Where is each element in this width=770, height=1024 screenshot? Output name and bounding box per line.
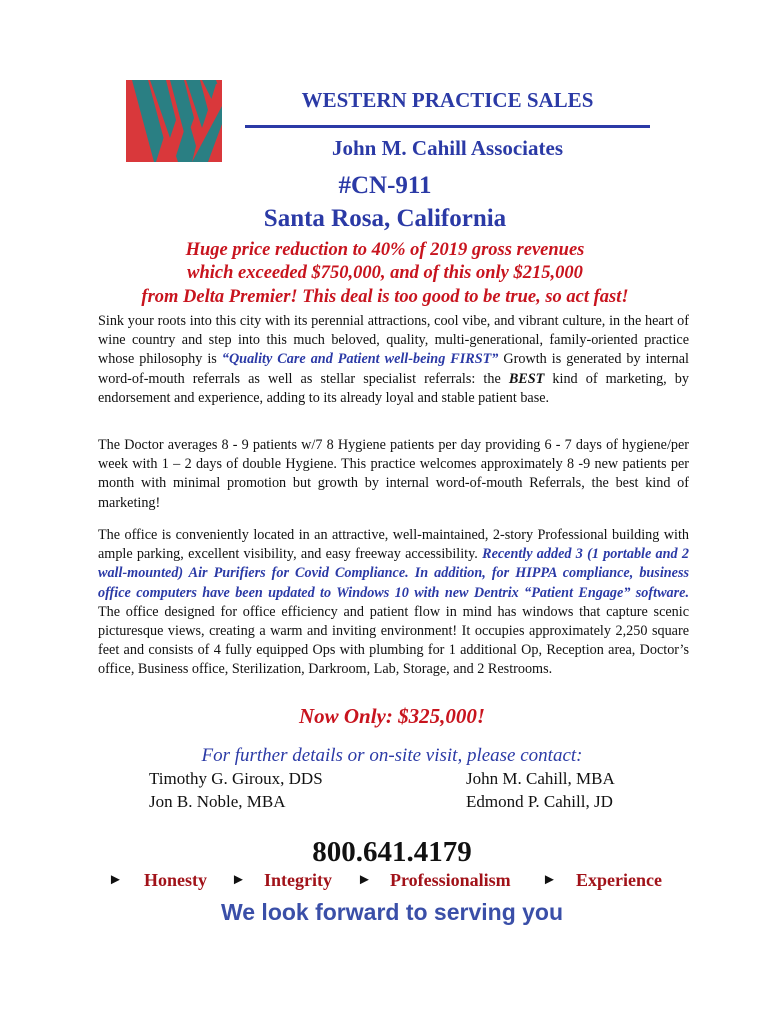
p3-text-b: The office designed for office efficiency and patient flow in mind has windows that capture scenic picturesque views, creating a warm and inviting environment! It occupies approximately 2,250 square feet and consists of 4 fully equipped Ops with plumbing for 1 additional Op, Reception area, Doctor’s office, Business office, Sterilization, Darkroom, Lab, Storage, and 2 Restrooms. — [98, 603, 689, 678]
company-name: WESTERN PRACTICE SALES — [301, 88, 594, 112]
associates-name: John M. Cahill Associates — [331, 136, 564, 160]
asking-price: Now Only: $325,000! — [298, 704, 486, 728]
headline-line-3: from Delta Premier! This deal is too good to be true, so act fast! — [141, 287, 629, 307]
values-row — [108, 870, 678, 896]
best-emphasis: BEST — [508, 370, 545, 387]
tagline: We look forward to serving you — [220, 899, 564, 925]
arrow-right-icon: ► — [542, 872, 557, 888]
contact-heading: For further details or on-site visit, please contact: — [201, 745, 583, 766]
company-logo — [126, 80, 222, 162]
philosophy-quote: “Quality Care and Patient well-being FIRST” — [221, 351, 499, 368]
p3-text-a: The office is conveniently located in an attractive, well-maintained, 2-story Professional building with ample parking, excellent visibility, and easy freeway accessibility. — [98, 527, 689, 563]
headline-line-2: which exceeded $750,000, and of this only $215,000 — [187, 263, 583, 283]
p1-text-c: kind of marketing, by endorsement and experience, adding to its already loyal and stable patient base. — [98, 370, 689, 406]
listing-location: Santa Rosa, California — [263, 205, 507, 232]
arrow-right-icon: ► — [357, 872, 372, 888]
contact-name: Edmond P. Cahill, JD — [466, 792, 613, 811]
p1-text-b: Growth is generated by internal word-of-mouth referrals as well as stellar specialist referrals: the — [98, 351, 689, 387]
arrow-right-icon: ► — [231, 872, 246, 888]
description-paragraph-2: The Doctor averages 8 - 9 patients w/7 8 Hygiene patients per day providing 6 - 7 days of hygiene/per week with 1 – 2 days of double Hygiene. This practice welcomes approximately 8 -9 new patients per month with minimal promotion but growth by internal word-of-mouth Referrals, the best kind of marketing! — [98, 437, 689, 511]
value-experience: Experience — [576, 870, 662, 890]
phone-number[interactable]: 800.641.4179 — [312, 836, 472, 868]
description-paragraph-1 — [98, 312, 689, 408]
value-professionalism: Professionalism — [390, 870, 511, 890]
listing-id: #CN-911 — [338, 172, 432, 199]
value-integrity: Integrity — [264, 870, 332, 890]
p1-text-a: Sink your roots into this city with its perennial attractions, cool vibe, and vibrant culture, in the heart of wine country and step into this much beloved, quality, multi-generational, family-oriented practice whose philosophy is — [98, 313, 689, 368]
headline-line-1: Huge price reduction to 40% of 2019 gross revenues — [185, 240, 585, 260]
contact-name: Timothy G. Giroux, DDS — [149, 769, 323, 788]
description-paragraph-3 — [98, 526, 689, 680]
contact-name: Jon B. Noble, MBA — [149, 792, 286, 811]
header-divider — [245, 125, 650, 128]
contact-name: John M. Cahill, MBA — [466, 769, 615, 788]
upgrades-emphasis: Recently added 3 (1 portable and 2 wall-mounted) Air Purifiers for Covid Compliance. In addition, for HIPPA compliance, business office computers have been updated to Windows 10 with new Dentrix “Patient Engage” software. — [98, 546, 689, 601]
arrow-right-icon: ► — [108, 872, 123, 888]
value-honesty: Honesty — [144, 870, 207, 890]
